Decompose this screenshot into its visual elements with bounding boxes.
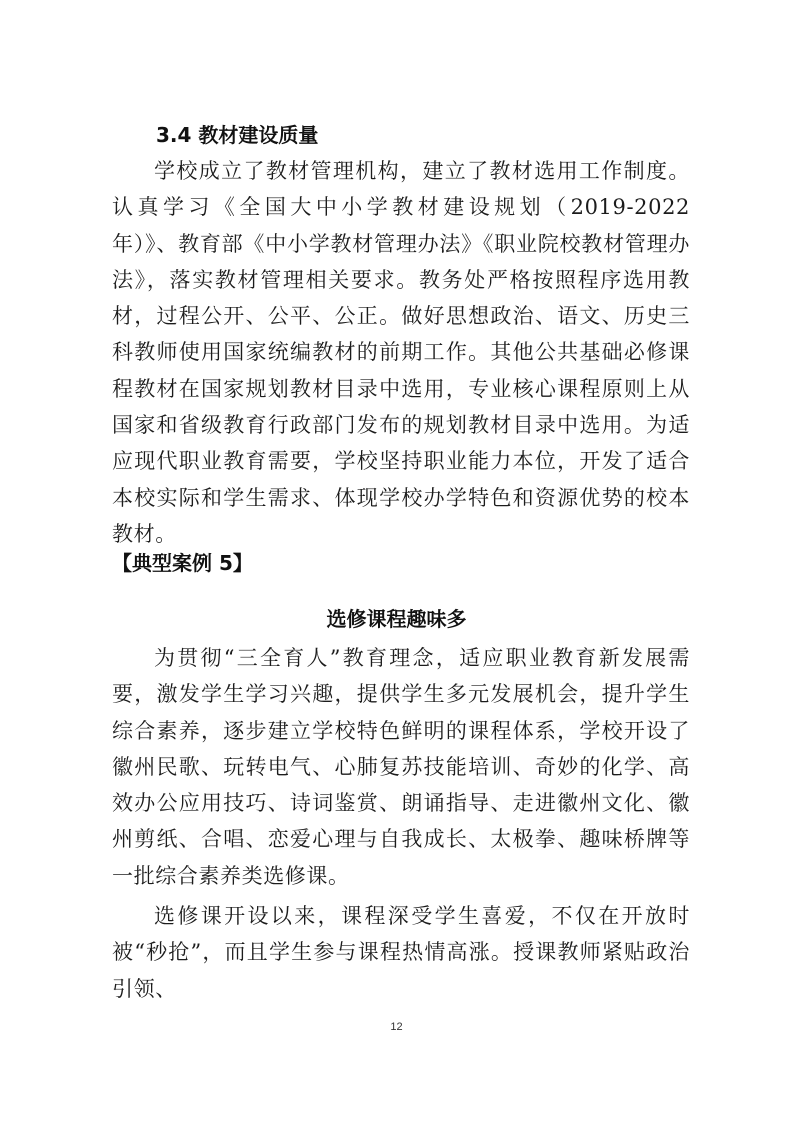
case-title: 选修课程趣味多 <box>326 607 467 631</box>
case-paragraph-2: 选修课开设以来，课程深受学生喜爱，不仅在开放时被“秒抢”，而且学生参与课程热情高涨。授课教师紧贴政治引领、 <box>112 904 690 1001</box>
page-number: 12 <box>390 1021 403 1033</box>
section-heading: 3.4 教材建设质量 <box>156 123 319 147</box>
case-paragraph-1: 为贯彻“三全育人”教育理念，适应职业教育新发展需要，激发学生学习兴趣，提供学生多元发展机会，提升学生综合素养，逐步建立学校特色鲜明的课程体系，学校开设了徽州民歌、玩转电气、心肺复苏技能培训、奇妙的化学、高效办公应用技巧、诗词鉴赏、朗诵指导、走进徽州文化、徽州剪纸、合唱、恋爱心理与自我成长、太极拳、趣味桥牌等一批综合素养类选修课。 <box>112 646 690 888</box>
case-label: 【典型案例 5】 <box>112 551 253 575</box>
section-paragraph: 学校成立了教材管理机构，建立了教材选用工作制度。认真学习《全国大中小学教材建设规划（2019-2022 年）》、教育部《中小学教材管理办法》《职业院校教材管理办法》，落实教材管理相关要求。教务处严格按照程序选用教材，过程公开、公平、公正。做好思想政治、语文、历史三科教师使用国家统编教材的前期工作。其他公共基础必修课程教材在国家规划教材目录中选用，专业核心课程原则上从国家和省级教育行政部门发布的规划教材目录中选用。为适应现代职业教育需要，学校坚持职业能力本位，开发了适合本校实际和学生需求、体现学校办学特色和资源优势的校本教材。 <box>112 159 690 546</box>
